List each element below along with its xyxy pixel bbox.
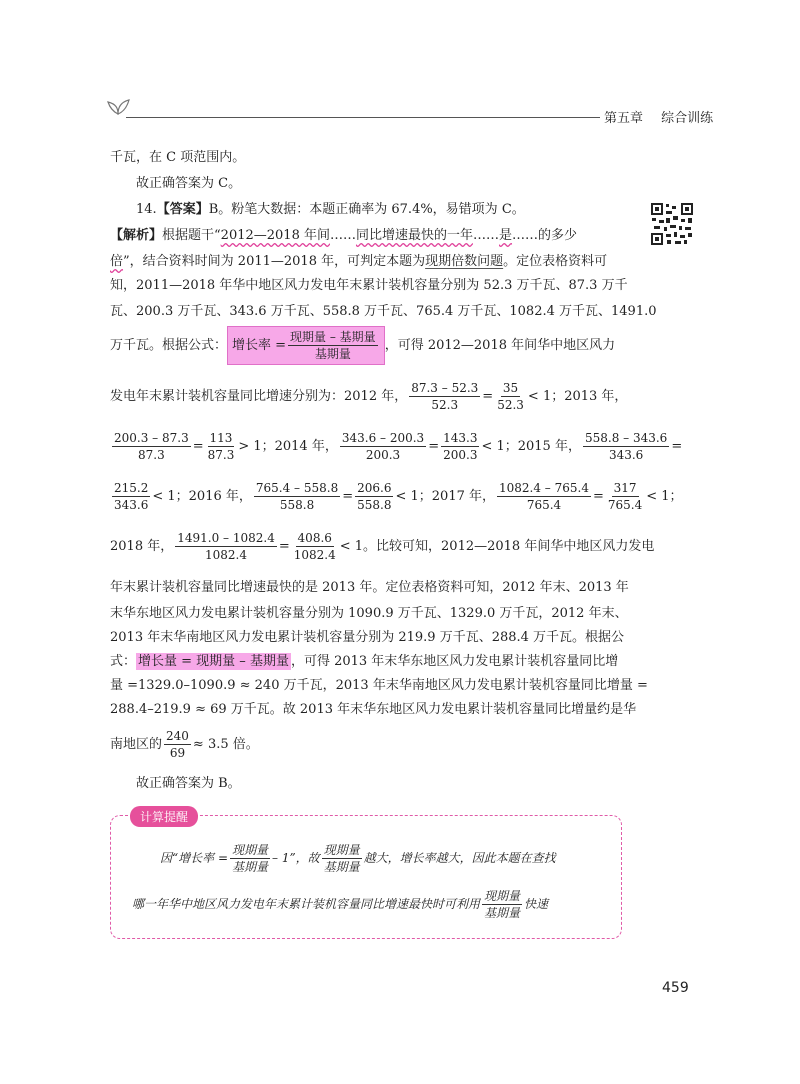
text-line: 故正确答案为 B。 — [136, 776, 241, 791]
tip-line: 哪一年华中地区风力发电年末累计装机容量同比增速最快时可利用 $\frac{\text{现期量}}{\text{基期量}}$ 快速 — [132, 889, 549, 920]
text-line: 瓦、200.3 万千瓦、343.6 万千瓦、558.8 万千瓦、765.4 万千瓦、1082.4 万千瓦、1491.0 — [110, 304, 657, 319]
answer-label: 【答案】 — [156, 202, 209, 217]
formula-line: 南地区的 $\frac{240}{69}$ ≈ 3.5 倍。 — [110, 729, 259, 760]
page-header — [604, 107, 713, 126]
header-rule — [126, 117, 600, 118]
growth-amount-formula: 增长量 = 现期量 – 基期量 — [138, 654, 289, 669]
page-number: 459 — [662, 980, 689, 996]
text-line: 2013 年末华南地区风力发电累计装机容量分别为 219.9 万千瓦、288.4 万千瓦。根据公 — [110, 630, 625, 645]
text-line: 知，2011—2018 年华中地区风力发电年末累计装机容量分别为 52.3 万千瓦、87.3 万千 — [110, 278, 628, 293]
chapter-label: 第五章 — [604, 111, 644, 126]
formula-line: 式： 增长量 = 现期量 – 基期量 ，可得 2013 年末华东地区风力发电累计装机容量同比增 — [110, 654, 619, 669]
text-line: 故正确答案为 C。 — [136, 176, 242, 191]
answer-line: 14.【答案】B。粉笔大数据：本题正确率为 67.4%，易错项为 C。 — [136, 202, 525, 217]
tip-line: 因“增长率 = $\frac{\text{现期量}}{\text{基期量}}$ – 1”，故 $\frac{\text{现期量}}{\text{基期量}}$ 越大，增长率越大，因此本题在查找 — [160, 843, 556, 874]
formula-line: $\frac{200.3 - 87.3}{87.3}$ = $\frac{113}{87.3}$ > 1；2014 年， $\frac{343.6 - 200.3}{200.3}$ = $\frac{143.3}{200.3}$ < 1；2015 年， $\frac{558.8 - 343.6}{343.6}$ = — [114, 431, 683, 462]
formula-line: 2018 年， $\frac{1491.0 - 1082.4}{1082.4}$ = $\frac{408.6}{1082.4}$ < 1。比较可知，2012—2018 年间华中地区风力发电 — [110, 531, 655, 562]
chapter-title: 综合训练 — [661, 111, 714, 126]
qr-code-icon — [650, 202, 694, 246]
text-line: 末华东地区风力发电累计装机容量分别为 1090.9 万千瓦、1329.0 万千瓦，2012 年末、 — [110, 606, 628, 621]
text-line: 【解析】根据题干“2012—2018 年间……同比增速最快的一年……是……的多少 — [110, 228, 578, 243]
text-line: 千瓦，在 C 项范围内。 — [110, 150, 246, 165]
text-line: 288.4–219.9 ≈ 69 万千瓦。故 2013 年末华东地区风力发电累计装机容量同比增量约是华 — [110, 702, 637, 717]
text-line: 年末累计装机容量同比增速最快的是 2013 年。定位表格资料可知，2012 年末、2013 年 — [110, 580, 629, 595]
text-line: 量 =1329.0–1090.9 ≈ 240 万千瓦，2013 年末华南地区风力发电累计装机容量同比增量 = — [110, 678, 648, 693]
growth-rate-formula: 增长率 = $\frac{\text{现期量 – 基期量}}{\text{基期量}}$ — [227, 326, 385, 365]
formula-line: 发电年末累计装机容量同比增速分别为：2012 年， $\frac{87.3 - 52.3}{52.3}$ = $\frac{35}{52.3}$ < 1；2013 年， — [110, 381, 628, 412]
text-line: 倍”，结合资料时间为 2011—2018 年，可判定本题为现期倍数问题。定位表格资料可 — [110, 254, 608, 269]
formula-line: $\frac{215.2}{343.6}$ < 1；2016 年， $\frac{765.4 - 558.8}{558.8}$ = $\frac{206.6}{558.8}$ < 1；2017 年， $\frac{1082.4 - 765.4}{765.4}$ = $\frac{317}{765.4}$ < 1； — [114, 481, 683, 512]
tip-label: 计算提醒 — [130, 806, 198, 827]
formula-line: 万千瓦。根据公式： 增长率 = $\frac{\text{现期量 – 基期量}}{\text{基期量}}$ ，可得 2012—2018 年间华中地区风力 — [110, 326, 615, 365]
analysis-label: 【解析】 — [110, 228, 163, 243]
leaf-logo-icon — [104, 96, 132, 116]
